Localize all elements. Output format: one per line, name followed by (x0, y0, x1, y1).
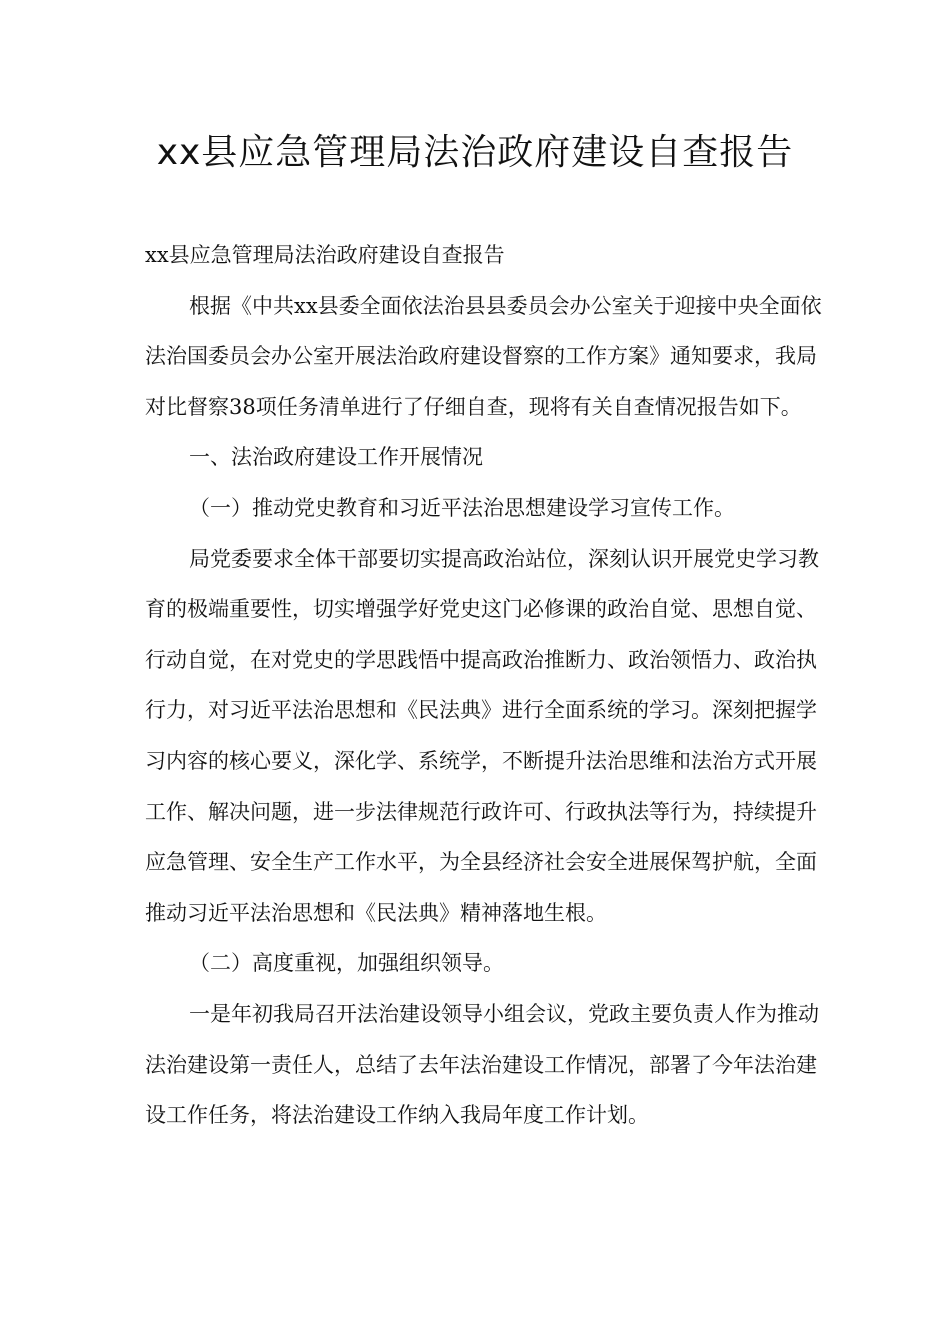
subtitle-paragraph: xx县应急管理局法治政府建设自查报告 (145, 243, 505, 267)
subsection-heading-2: （二）高度重视，加强组织领导。 (189, 951, 504, 976)
body-paragraph-2: 一是年初我局召开法治建设领导小组会议，党政主要负责人作为推动法治建设第一责任人，总结了去年法治建设工作情况，部署了今年法治建设工作任务，将法治建设工作纳入我局年度工作计划。 (145, 1001, 819, 1128)
body-paragraph-1: 局党委要求全体干部要切实提高政治站位，深刻认识开展党史学习教育的极端重要性，切实增强学好党史这门必修课的政治自觉、思想自觉、行动自觉，在对党史的学思践悟中提高政治推断力、政治领悟力、政治执行力，对习近平法治思想和《民法典》进行全面系统的学习。深刻把握学习内容的核心要义，深化学、系统学，不断提升法治思维和法治方式开展工作、解决问题，进一步法律规范行政许可、行政执法等行为，持续提升应急管理、安全生产工作水平，为全县经济社会安全进展保驾护航，全面推动习近平法治思想和《民法典》精神落地生根。 (145, 546, 819, 925)
section-heading: 一、法治政府建设工作开展情况 (189, 445, 483, 470)
subsection-heading-1: （一）推动党史教育和习近平法治思想建设学习宣传工作。 (189, 495, 735, 520)
document-title: xx县应急管理局法治政府建设自查报告 (156, 132, 794, 173)
document-body (145, 230, 825, 1141)
intro-paragraph: 根据《中共xx县委全面依法治县县委员会办公室关于迎接中央全面依法治国委员会办公室开展法治政府建设督察的工作方案》通知要求，我局对比督察38项任务清单进行了仔细自查，现将有关自查情况报告如下。 (145, 293, 822, 419)
